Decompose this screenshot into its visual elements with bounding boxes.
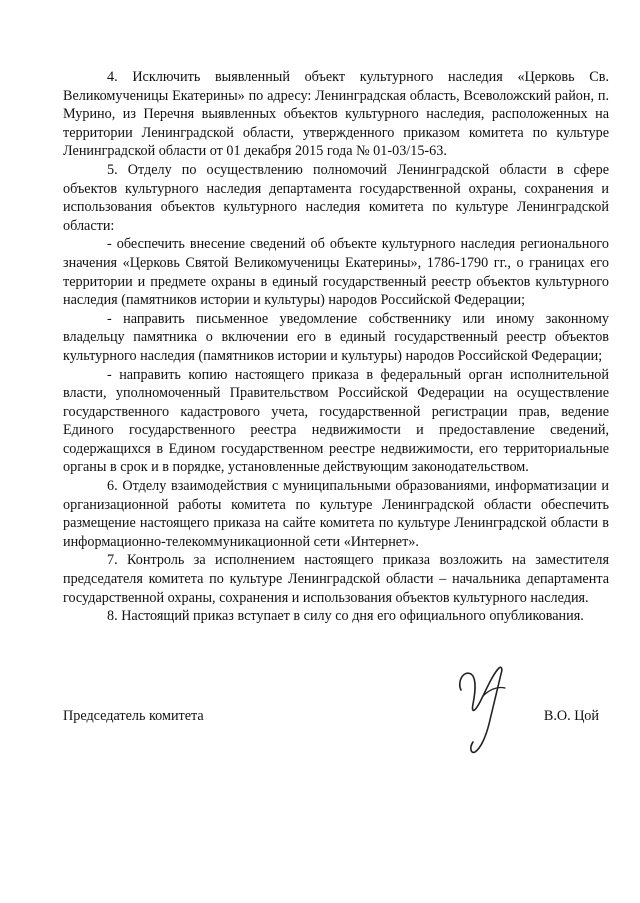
signatory-title: Председатель комитета: [63, 708, 204, 724]
bullet-register-entry: - обеспечить внесение сведений об объекте культурного наследия регионального значения «Церковь Святой Великомученицы Екатерины», 1786-1790 гг., о границах его территории и предмете охраны в единый государственный реестр объектов культурного наследия (памятников истории и культуры) народов Российской Федерации;: [63, 236, 609, 309]
paragraph-item-8: 8. Настоящий приказ вступает в силу со дня его официального опубликования.: [107, 608, 584, 625]
bullet-owner-notice: - направить письменное уведомление собственнику или иному законному владельцу памятника о включении его в единый государственный реестр объектов культурного наследия (памятников истории и культуры) народов Российской Федерации;: [63, 310, 609, 364]
paragraph-item-5: 5. Отделу по осуществлению полномочий Ленинградской области в сфере объектов культурного наследия департамента государственной охраны, сохранения и использования объектов культурного наследия комитета по культуре Ленинградской области:: [63, 161, 609, 234]
signatory-name: В.О. Цой: [543, 708, 599, 724]
paragraph-item-6: 6. Отделу взаимодействия с муниципальными образованиями, информатизации и организационной работы комитета по культуре Ленинградской области обеспечить размещение настоящего приказа на сайте комитета по культуре Ленинградской области в информационно-телекоммуникационной сети «Интернет».: [63, 478, 609, 550]
document-body: [63, 68, 609, 626]
bullet-federal-copy: - направить копию настоящего приказа в федеральный орган исполнительной власти, уполномоченный Правительством Российской Федерации на осуществление государственного кадастрового учета, государственной регистрации прав, ведение Единого государственного реестра недвижимости и предоставление сведений, содержащихся в Едином государственном реестре недвижимости, его территориальные органы в срок и в порядке, установленные действующим законодательством.: [63, 366, 609, 476]
paragraph-item-7: 7. Контроль за исполнением настоящего приказа возложить на заместителя председателя комитета по культуре Ленинградской области – начальника департамента государственной охраны, сохранения и использования объектов культурного наследия.: [63, 552, 609, 606]
signature-block: [63, 700, 609, 800]
paragraph-item-4: 4. Исключить выявленный объект культурного наследия «Церковь Св. Великомученицы Екатерины» по адресу: Ленинградская область, Всеволожский район, п. Мурино, из Перечня выявленных объектов культурного наследия, расположенных на территории Ленинградской области, утвержденного приказом комитета по культуре Ленинградской области от 01 декабря 2015 года № 01-03/15-63.: [63, 69, 609, 160]
handwritten-signature: [453, 660, 523, 755]
